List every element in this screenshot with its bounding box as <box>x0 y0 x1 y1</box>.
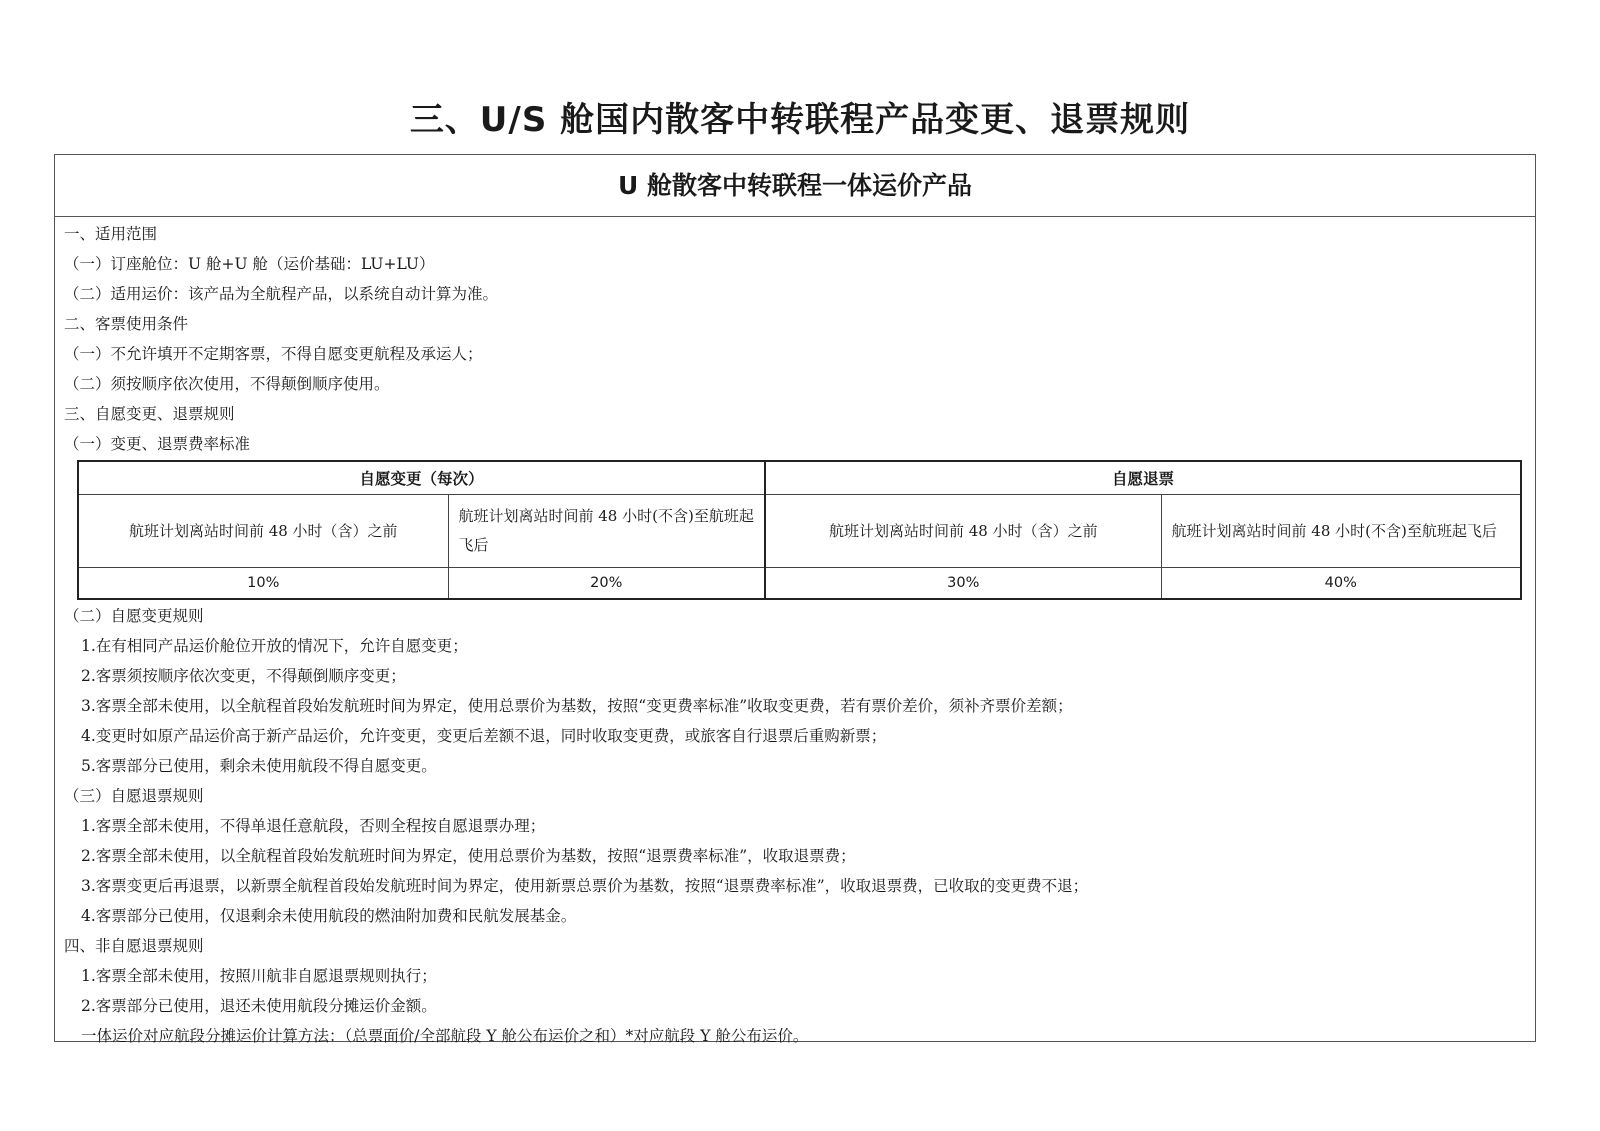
usage-item-2: （二）须按顺序依次使用，不得颠倒顺序使用。 <box>64 375 390 393</box>
fee-rate-table <box>77 460 1522 600</box>
rules-frame <box>54 154 1536 1045</box>
refund-cond-before: 航班计划离站时间前 48 小时（含）之前 <box>765 495 1161 568</box>
rate-refund-after: 40% <box>1161 568 1521 600</box>
section-heading-voluntary: 三、自愿变更、退票规则 <box>64 405 235 423</box>
change-header: 自愿变更（每次） <box>78 461 765 495</box>
subheading-fee-standard: （一）变更、退票费率标准 <box>64 435 251 453</box>
section-heading-scope: 一、适用范围 <box>64 225 158 243</box>
change-rule-2: 2.客票须按顺序依次变更，不得颠倒顺序变更； <box>81 667 406 685</box>
change-cond-after: 航班计划离站时间前 48 小时(不含)至航班起飞后 <box>448 495 765 568</box>
fare-allocation-formula: 一体运价对应航段分摊运价计算方法：（总票面价/全部航段 Y 舱公布运价之和）*对应航段 Y 舱公布运价。 <box>81 1027 809 1045</box>
scope-item-booking-class: （一）订座舱位：U 舱+U 舱（运价基础：LU+LU） <box>64 255 435 273</box>
refund-rule-4: 4.客票部分已使用，仅退剩余未使用航段的燃油附加费和民航发展基金。 <box>81 907 577 925</box>
involuntary-rule-2: 2.客票部分已使用，退还未使用航段分摊运价金额。 <box>81 997 437 1015</box>
rate-change-before: 10% <box>78 568 448 600</box>
section-heading-usage: 二、客票使用条件 <box>64 315 189 333</box>
document-title: 三、U/S 舱国内散客中转联程产品变更、退票规则 <box>409 100 1191 140</box>
refund-rule-3: 3.客票变更后再退票，以新票全航程首段始发航班时间为界定，使用新票总票价为基数，按照“退票费率标准”，收取退票费，已收取的变更费不退； <box>81 877 1089 895</box>
rules-body <box>55 217 1535 1051</box>
change-rule-1: 1.在有相同产品运价舱位开放的情况下，允许自愿变更； <box>81 637 468 655</box>
usage-item-1: （一）不允许填开不定期客票，不得自愿变更航程及承运人； <box>64 345 483 363</box>
refund-rule-1: 1.客票全部未使用，不得单退任意航段，否则全程按自愿退票办理； <box>81 817 546 835</box>
rate-change-after: 20% <box>448 568 765 600</box>
subheading-refund-rules: （三）自愿退票规则 <box>64 787 204 805</box>
section-heading-involuntary: 四、非自愿退票规则 <box>64 937 204 955</box>
change-rule-3: 3.客票全部未使用，以全航程首段始发航班时间为界定，使用总票价为基数，按照“变更费率标准”收取变更费，若有票价差价，须补齐票价差额； <box>81 697 1073 715</box>
change-rule-5: 5.客票部分已使用，剩余未使用航段不得自愿变更。 <box>81 757 437 775</box>
rate-refund-before: 30% <box>765 568 1161 600</box>
scope-item-fare: （二）适用运价：该产品为全航程产品，以系统自动计算为准。 <box>64 285 499 303</box>
refund-cond-after: 航班计划离站时间前 48 小时(不含)至航班起飞后 <box>1161 495 1521 568</box>
subheading-change-rules: （二）自愿变更规则 <box>64 607 204 625</box>
refund-rule-2: 2.客票全部未使用，以全航程首段始发航班时间为界定，使用总票价为基数，按照“退票费率标准”，收取退票费； <box>81 847 856 865</box>
product-subtitle: U 舱散客中转联程一体运价产品 <box>55 155 1535 217</box>
refund-header: 自愿退票 <box>765 461 1521 495</box>
change-cond-before: 航班计划离站时间前 48 小时（含）之前 <box>78 495 448 568</box>
change-rule-4: 4.变更时如原产品运价高于新产品运价，允许变更，变更后差额不退，同时收取变更费，或旅客自行退票后重购新票； <box>81 727 887 745</box>
involuntary-rule-1: 1.客票全部未使用，按照川航非自愿退票规则执行； <box>81 967 437 985</box>
